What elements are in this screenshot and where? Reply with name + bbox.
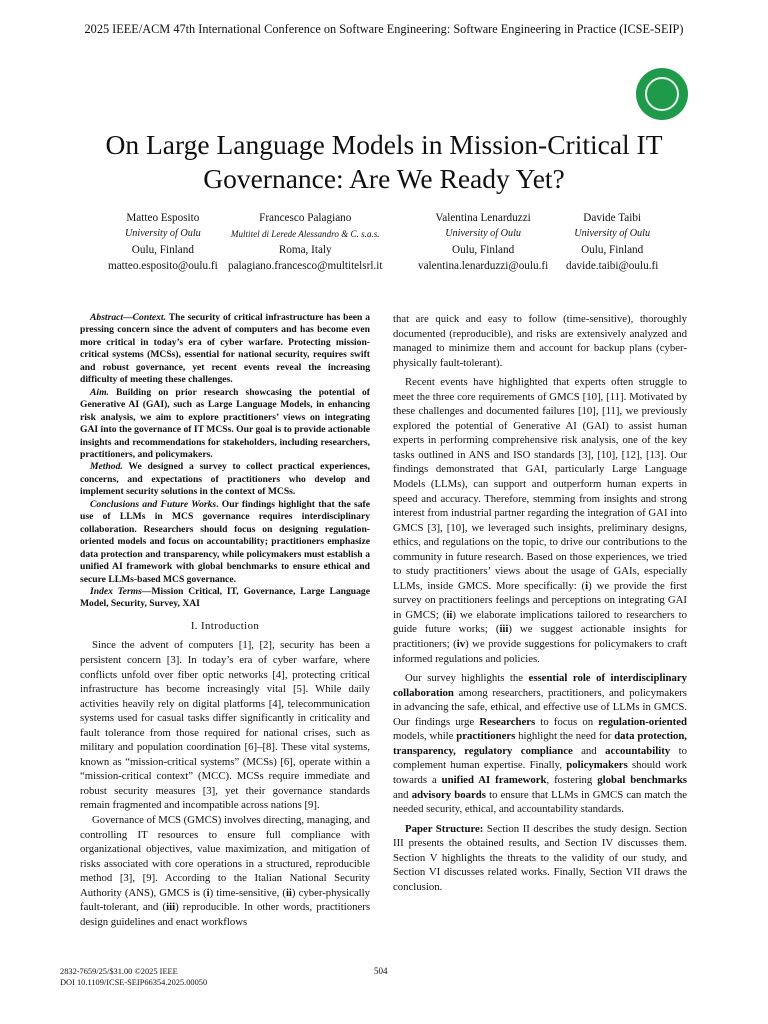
bold-run: practitioners <box>456 730 516 743</box>
author-location: Oulu, Finland <box>581 244 644 256</box>
enum-i: i <box>206 886 210 899</box>
author-4 <box>566 210 658 274</box>
badge-inner-ring <box>645 77 679 111</box>
abstract-label: Abstract <box>90 312 124 323</box>
text-run: should work towards a <box>393 759 687 786</box>
intro-paragraph-2-cont: that are quick and easy to follow (time-sensitive), thoroughly documented (reproducible), and risks are extensively analyzed and managed to minimize them and account for backup plans (cyber-physically fault-tolerant). <box>393 313 687 369</box>
author-name: Matteo Esposito <box>126 212 200 224</box>
conclusions-key: Conclusions and Future Works <box>90 498 217 510</box>
text-run: among researchers, practitioners, and policymakers in advancing the safe, ethical, and effective use of LLMs in GMCS. Our findings urge <box>393 686 687 728</box>
text-run: ) we elaborate implications tailored to researchers to guide future works; ( <box>393 608 687 636</box>
text-run: Governance of MCS (GMCS) involves directing, managing, and controlling IT resources to ensure full compliance with organizational objectives, value maximization, and mitigation of risks associated with core operations in a structured, reproducible method [3], [9]. According to the Italian National Security Authority (ANS), GMCS is ( <box>80 813 370 899</box>
bold-run: accountability <box>605 744 671 757</box>
method-key: Method. <box>90 461 123 473</box>
abstract-aim <box>80 387 370 462</box>
author-location: Oulu, Finland <box>131 244 194 256</box>
paper-title <box>40 128 728 196</box>
intro-paragraph-3 <box>393 375 687 666</box>
abstract-context <box>80 312 370 387</box>
text-run: ) we suggest actionable insights for practitioners; ( <box>393 623 687 651</box>
bold-run: data protection, transparency, regulatory compliance <box>393 730 687 757</box>
bold-run: advisory boards <box>411 788 486 801</box>
ieee-badge-icon <box>636 68 688 120</box>
footer-copyright <box>60 966 207 988</box>
text-run: to complement human expertise. Finally, <box>393 744 687 772</box>
author-location: Oulu, Finland <box>452 244 515 256</box>
author-block <box>0 210 768 276</box>
enum-iii: iii <box>499 623 509 636</box>
bold-run: global benchmarks <box>597 773 687 786</box>
text-run: ) we provide suggestions for policymakers to craft informed regulations and policies. <box>393 638 688 665</box>
text-run: Section II describes the study design. Section III presents the obtained results, and Section IV discusses them. Section V highlights the threats to the validity of our study, and Section VI discusses related works. Finally, Section VII draws the conclusion. <box>393 822 687 893</box>
conference-header: 2025 IEEE/ACM 47th International Conference on Software Engineering: Software Engineering in Practice (ICSE-SEIP) <box>84 22 684 36</box>
author-affiliation: Multitel di Lerede Alessandro & C. s.a.s. <box>230 229 380 239</box>
intro-paper-structure <box>393 822 687 895</box>
text-run: models, while <box>393 730 457 743</box>
enum-iv: iv <box>456 638 466 651</box>
author-email[interactable]: valentina.lenarduzzi@oulu.fi <box>418 260 549 272</box>
intro-paragraph-1: Since the advent of computers [1], [2], security has been a persistent concern [3]. In today’s era of cyber warfare, where conflicts unfold over fiber optic networks [4], protecting critical infrastructure has become increasingly vital [5]. While daily activities heavily rely on digital platforms [4], telecommunication systems used for casual tasks differ significantly in criticality and fault tolerance from those required for national crises, such as military and population coordination [6]–[8]. These vital systems, known as “mission-critical systems” (MCSs) [6], operate within a “mission-critical context” (MCC). MCSs require immediate and robust security measures [3], yet their governance standards remain fragmented and incompatible across nations [9]. <box>80 639 370 812</box>
author-email[interactable]: palagiano.francesco@multitelsrl.it <box>228 260 383 272</box>
intro-paragraph-4 <box>393 671 687 816</box>
author-location: Roma, Italy <box>278 244 332 256</box>
bold-run: regulation-oriented <box>598 715 687 728</box>
text-run: to ensure that LLMs in GMCS can match the needed security, ethical, and accountability standards. <box>393 788 687 816</box>
author-2 <box>228 210 382 274</box>
text-run: highlight the need for <box>515 730 615 743</box>
page-number: 504 <box>374 966 388 976</box>
abstract-method <box>80 461 370 498</box>
abstract-dash: — <box>123 312 133 323</box>
index-key: Index Terms <box>90 585 142 597</box>
aim-text: Building on prior research showcasing the potential of Generative AI (GAI), such as Large Language Models, in enhancing risk analysis, we aim to explore practitioners’ views on integrating GAI into the governance of IT MCSs. Our goal is to provide actionable insights and recommendations for stakeholders, including researchers, practitioners, and policymakers. <box>80 386 370 460</box>
section-heading-introduction: I. Introduction <box>190 619 260 632</box>
author-affiliation: University of Oulu <box>445 228 522 239</box>
author-name: Davide Taibi <box>583 212 642 224</box>
enum-iii: iii <box>166 901 176 914</box>
bold-run: policymakers <box>566 759 628 772</box>
text-run: , fostering <box>546 773 598 786</box>
intro-paragraph-2 <box>80 813 370 929</box>
left-column <box>80 312 370 929</box>
index-text: —Mission Critical, IT, Governance, Large Language Model, Security, Survey, XAI <box>80 585 370 610</box>
text-run: ) reproducible. In other words, practitioners design guidelines and enact workflows <box>80 901 371 928</box>
enum-ii: ii <box>285 886 292 899</box>
enum-ii: ii <box>446 608 453 621</box>
enum-i: i <box>585 579 589 592</box>
author-affiliation: University of Oulu <box>574 228 651 239</box>
aim-key: Aim. <box>90 386 109 398</box>
text-run: ) we provide the first survey on practitioners feelings and perceptions on integrating GAI in GMCS; ( <box>393 579 688 621</box>
author-name: Valentina Lenarduzzi <box>435 212 531 224</box>
bold-run: essential role of interdisciplinary collaboration <box>393 672 687 699</box>
context-key: Context. <box>132 312 166 323</box>
text-run: ) time-sensitive, ( <box>209 886 286 899</box>
author-name: Francesco Palagiano <box>259 212 352 224</box>
paper-structure-label: Paper Structure: <box>405 822 484 835</box>
index-terms <box>80 586 370 611</box>
text-run: Our survey highlights the <box>405 672 529 685</box>
author-3 <box>418 210 548 274</box>
text-run: and <box>393 788 412 801</box>
context-text: The security of critical infrastructure has been a pressing concern since the advent of computers and has become even more critical in today’s era of cyber warfare. Protecting mission-critical systems (MCSs), essential for national security, requires swift and robust governance, yet recent events reveal the increasing difficulty of meeting these challenges. <box>80 312 370 386</box>
author-1 <box>108 210 218 274</box>
bold-run: Researchers <box>479 715 536 728</box>
footer-issn: 2832-7659/25/$31.00 ©2025 IEEE <box>60 967 178 976</box>
abstract <box>80 312 370 611</box>
right-column <box>393 312 687 894</box>
footer-doi[interactable]: DOI 10.1109/ICSE-SEIP66354.2025.00050 <box>60 978 208 987</box>
author-email[interactable]: davide.taibi@oulu.fi <box>566 260 659 272</box>
bold-run: unified AI framework <box>441 773 547 786</box>
conclusions-text: . Our findings highlight that the safe use of LLMs in MCS governance requires interdisciplinary collaboration. Researchers should focus on designing regulation-oriented models and focus on accountability; practitioners emphasize data protection and transparency, while policymakers must establish a unified AI framework with global benchmarks to ensure ethical and secure LLMs-based MCS governance. <box>80 498 370 585</box>
method-text: We designed a survey to collect practical experiences, concerns, and expectations of practitioners who develop and implement security solutions in the context of MCSs. <box>80 461 370 498</box>
text-run: Recent events have highlighted that experts often struggle to meet the three core requirements of GMCS [10], [11]. Motivated by these challenges and documented failures [10], [11], we previously explored the potential of Generative AI (GAI) to assist human experts in performing comprehensive risk analysis, one of the key tasks outlined in ANS and ISO standards [3], [10], [12], [13]. Our findings demonstrated that GAI, particularly Large Language Models (LLMs), can support and outperform human experts in speed and accuracy. Therefore, stemming from insights and strong interest from industrial partner regarding the integration of GAI into GMCS [3], [10], we leveraged such insights, preliminary designs, ethics, and regulations on the topic, to drive our contributions to the community in future research. Based on those experiences, we tried to study practitioners’ views about the usage of GAIs, especially LLMs, inside GMCS. More specifically: ( <box>393 376 687 592</box>
title-line-2: Governance: Are We Ready Yet? <box>203 163 565 194</box>
abstract-conclusions <box>80 499 370 586</box>
text-run: to focus on <box>535 715 599 728</box>
text-run: ) cyber-physically fault-tolerant, and ( <box>80 886 370 914</box>
title-line-1: On Large Language Models in Mission-Critical IT <box>105 129 663 160</box>
text-run: and <box>572 744 606 757</box>
author-affiliation: University of Oulu <box>124 228 201 239</box>
author-email[interactable]: matteo.esposito@oulu.fi <box>108 260 218 272</box>
